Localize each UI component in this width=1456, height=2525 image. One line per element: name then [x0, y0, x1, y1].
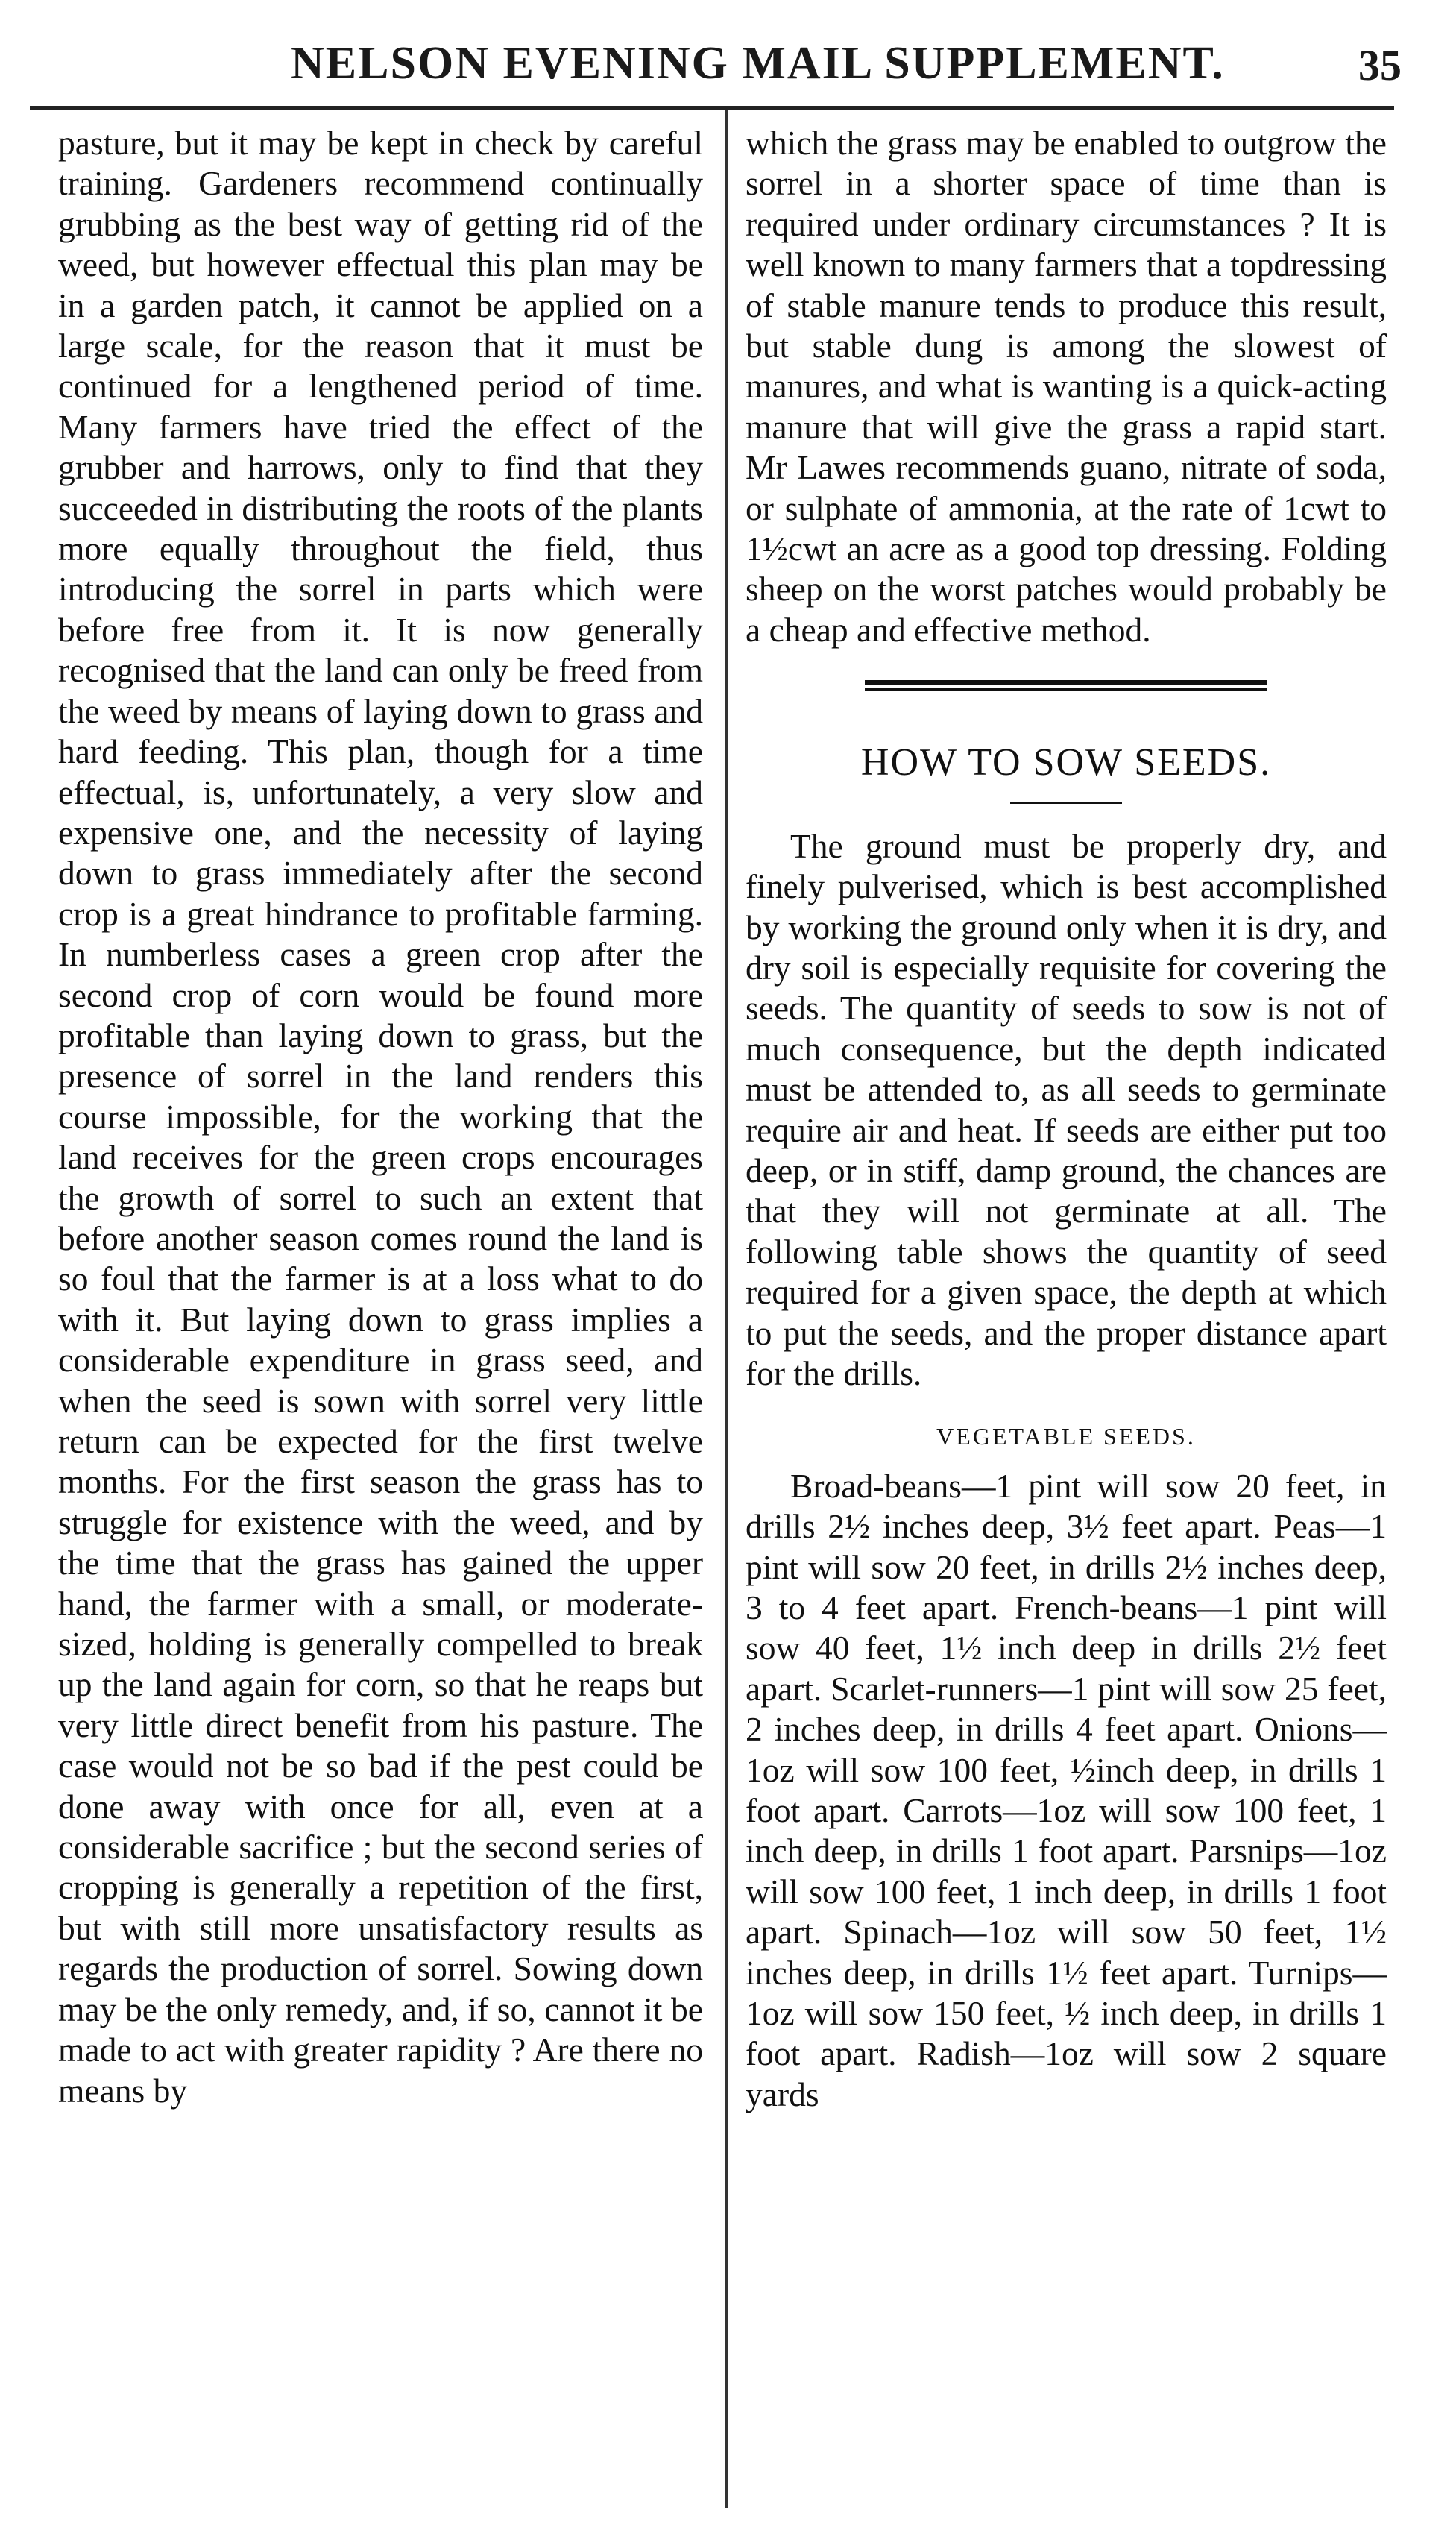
left-paragraph: pasture, but it may be kept in check by careful training. Gardeners recommend continually grubbing as the best way of getting rid of the weed, but however effectual this plan may be in a garden patch, it cannot be applied on a large scale, for the reason that it must be continued for a lengthened period of time. Many farmers have tried the effect of the grubber and harrows, only to find that they succeeded in distributing the roots of the plants more equally throughout the field, thus introducing the sorrel in parts which were before free from it. It is now generally recognised that the land can only be freed from the weed by means of laying down to grass and hard feeding. This plan, though for a time effectual, is, unfortunately, a very slow and expensive one, and the necessity of laying down to grass immediately after the second crop is a great hindrance to profitable farming. In numberless cases a green crop after the second crop of corn would be found more profitable than laying down to grass, but the presence of sorrel in the land renders this course impossible, for the working that the land receives for the green crops encourages the growth of sorrel to such an extent that before another season comes round the land is so foul that the farmer is at a loss what to do with it. But laying down to grass implies a considerable expenditure in grass seed, and when the seed is sown with sorrel very little return can be expected for the first twelve months. For the first season the grass has to struggle for existence with the weed, and by the time that the grass has gained the upper hand, the farmer with a small, or moderate-sized, holding is generally compelled to break up the land again for corn, so that he reaps but very little direct benefit from his pasture. The case would not be so bad if the pest could be done away with once for all, even at a considerable sacrifice ; but the second series of cropping is generally a repetition of the first, but with still more unsatisfactory results as regards the production of sorrel. Sowing down may be the only remedy, and, if so, cannot it be made to act with greater rapidity ? Are there no means by	[58, 124, 703, 2110]
section-separator-rule	[865, 680, 1267, 691]
section-heading	[746, 680, 1387, 803]
right-column	[746, 123, 1387, 2115]
left-column	[58, 123, 703, 2111]
page-number: 35	[1358, 41, 1402, 89]
vegetable-seeds-subheading: VEGETABLE SEEDS.	[936, 1423, 1196, 1450]
continuation-paragraph: which the grass may be enabled to outgrow the sorrel in a shorter space of time than is required under ordinary circumstances ? It is well known to many farmers that a topdressing of stable manure tends to produce this result, but stable dung is among the slowest of manures, and what is wanting is a quick-acting manure that will give the grass a rapid start. Mr Lawes recommends guano, nitrate of soda, or sulphate of ammonia, at the rate of 1cwt to 1½cwt an acre as a good top dressing. Folding sheep on the worst patches would probably be a cheap and effective method.	[746, 124, 1387, 649]
intro-paragraph: The ground must be properly dry, and finely pulverised, which is best accomplished by working the ground only when it is dry, and dry soil is especially requisite for covering the seeds. The quantity of seeds to sow is not of much consequence, but the depth indicated must be attended to, as all seeds to germinate require air and heat. If seeds are either put too deep, or in stiff, damp ground, the chances are that they will not germinate at all. The following table shows the quantity of seed required for a given space, the depth at which to put the seeds, and the proper distance apart for the drills.	[746, 826, 1387, 1392]
section-title: HOW TO SOW SEEDS.	[860, 741, 1272, 784]
title-underline	[1010, 802, 1122, 804]
header-rule	[30, 106, 1394, 110]
column-divider	[725, 110, 728, 2508]
page-header	[30, 21, 1416, 103]
seeds-list-paragraph: Broad-beans—1 pint will sow 20 feet, in drills 2½ inches deep, 3½ feet apart. Peas—1 pint will sow 20 feet, in drills 2½ inches deep, 3 to 4 feet apart. French-beans—1 pint will sow 40 feet, 1½ inch deep in drills 2½ feet apart. Scarlet-runners—1 pint will sow 25 feet, 2 inches deep, in drills 4 feet apart. Onions—1oz will sow 100 feet, ½inch deep, in drills 1 foot apart. Carrots—1oz will sow 100 feet, 1 inch deep, in drills 1 foot apart. Parsnips—1oz will sow 100 feet, 1 inch deep, in drills 1 foot apart. Spinach—1oz will sow 50 feet, 1½ inches deep, in drills 1½ feet apart. Turnips—1oz will sow 150 feet, ½ inch deep, in drills 1 foot apart. Radish—1oz will sow 2 square yards	[746, 1466, 1387, 2113]
newspaper-title: NELSON EVENING MAIL SUPPLEMENT.	[291, 38, 1225, 89]
